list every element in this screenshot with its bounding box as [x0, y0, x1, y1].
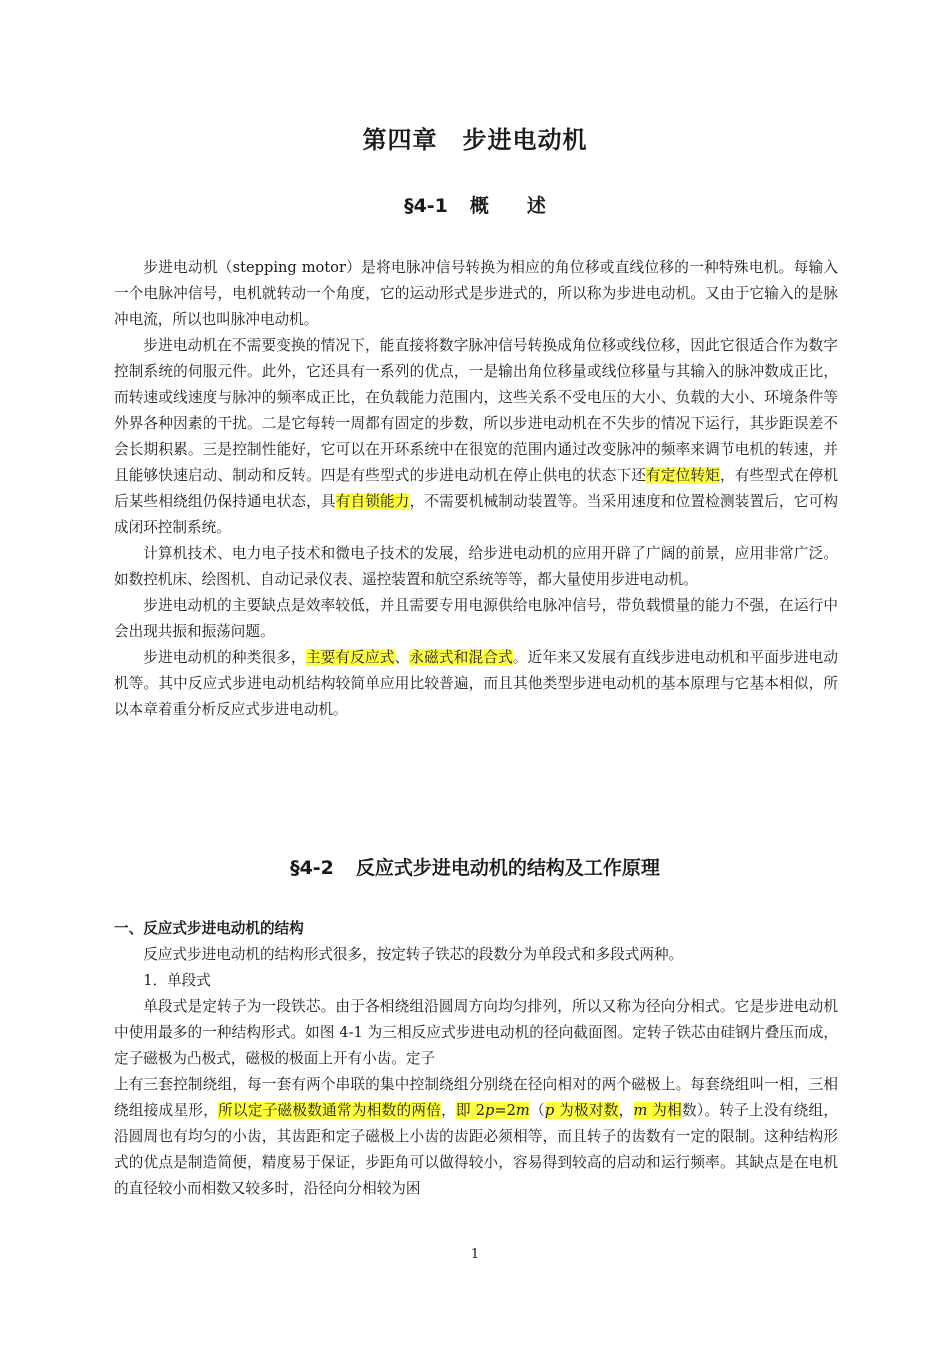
chapter-title: 第四章 步进电动机 — [362, 126, 588, 154]
paragraph: 上有三套控制绕组，每一套有两个串联的集中控制绕组分别绕在径向相对的两个磁极上。每套绕组叫一相，三相绕组接成星形，所以定子磁极数通常为相数的两倍，即 2p=2m（p 为极对数，m 为相数）。转子上没有绕组，沿圆周也有均匀的小齿，其齿距和定子磁极上小齿的齿距必须相等，而且转子的齿数有一定的限制。这种结构形式的优点是制造简便，精度易于保证，步距角可以做得较小，容易得到较高的启动和运行频率。其缺点是在电机的直径较小而相数又较多时，沿径向分相较为困 — [114, 1076, 838, 1197]
section-title: 概 述 — [469, 195, 546, 217]
section-number: §4-1 — [404, 195, 448, 217]
paragraph: 步进电动机的种类很多，主要有反应式、永磁式和混合式。近年来又发展有直线步进电动机和平面步进电动机等。其中反应式步进电动机结构较简单应用比较普遍，而且其他类型步进电动机的基本原理与它基本相似，所以本章着重分析反应式步进电动机。 — [114, 649, 838, 718]
page-number: 1 — [470, 1247, 480, 1262]
section-title: 反应式步进电动机的结构及工作原理 — [355, 857, 660, 879]
highlight: 即 2p=2m — [455, 1102, 530, 1119]
highlight: p 为极对数 — [544, 1102, 619, 1119]
highlight: 永磁式和混合式 — [409, 649, 513, 666]
highlight: 有定位转矩 — [646, 467, 720, 484]
subheading: 一、反应式步进电动机的结构 — [114, 920, 304, 937]
paragraph: 单段式是定转子为一段铁芯。由于各相绕组沿圆周方向均匀排列，所以又称为径向分相式。它是步进电动机中使用最多的一种结构形式。如图 4-1 为三相反应式步进电动机的径向截面图。定转子铁芯由硅钢片叠压而成，定子磁极为凸极式，磁极的极面上开有小齿。定子 — [114, 998, 838, 1067]
highlight: m 为相 — [633, 1102, 683, 1119]
highlight: 有自锁能力 — [335, 493, 410, 510]
paragraph: 步进电动机（stepping motor）是将电脉冲信号转换为相应的角位移或直线位移的一种特殊电机。每输入一个电脉冲信号，电机就转动一个角度，它的运动形式是步进式的，所以称为步进电动机。又由于它输入的是脉冲电流，所以也叫脉冲电动机。 — [114, 259, 838, 328]
highlight: 所以定子磁极数通常为相数的两倍 — [218, 1102, 442, 1119]
section-heading-4-2 — [0, 853, 950, 880]
highlight: 主要有反应式 — [305, 649, 395, 666]
paragraph: 步进电动机在不需要变换的情况下，能直接将数字脉冲信号转换成角位移或线位移，因此它很适合作为数字控制系统的伺服元件。此外，它还具有一系列的优点，一是输出角位移量或线位移量与其输入的脉冲数成正比，而转速或线速度与脉冲的频率成正比，在负载能力范围内，这些关系不受电压的大小、负载的大小、环境条件等外界各种因素的干扰。二是它每转一周都有固定的步数，所以步进电动机在不失步的情况下运行，其步距误差不会长期积累。三是控制性能好，它可以在开环系统中在很宽的范围内通过改变脉冲的频率来调节电机的转速，并且能够快速启动、制动和反转。四是有些型式的步进电动机在停止供电的状态下还有定位转矩，有些型式在停机后某些相绕组仍保持通电状态，具有自锁能力，不需要机械制动装置等。当采用速度和位置检测装置后，它可构成闭环控制系统。 — [114, 337, 838, 536]
section-4-1-body — [114, 255, 838, 723]
paragraph: 反应式步进电动机的结构形式很多，按定转子铁芯的段数分为单段式和多段式两种。 — [143, 946, 684, 963]
paragraph: 步进电动机的主要缺点是效率较低，并且需要专用电源供给电脉冲信号，带负载惯量的能力不强，在运行中会出现共振和振荡问题。 — [114, 597, 838, 640]
paragraph: 计算机技术、电力电子技术和微电子技术的发展，给步进电动机的应用开辟了广阔的前景，应用非常广泛。如数控机床、绘图机、自动记录仪表、遥控装置和航空系统等等，都大量使用步进电动机。 — [114, 545, 838, 588]
section-4-2-body — [114, 916, 838, 1202]
section-number: §4-2 — [290, 857, 334, 879]
section-heading-4-1 — [0, 191, 950, 218]
list-item: 1．单段式 — [143, 972, 211, 989]
